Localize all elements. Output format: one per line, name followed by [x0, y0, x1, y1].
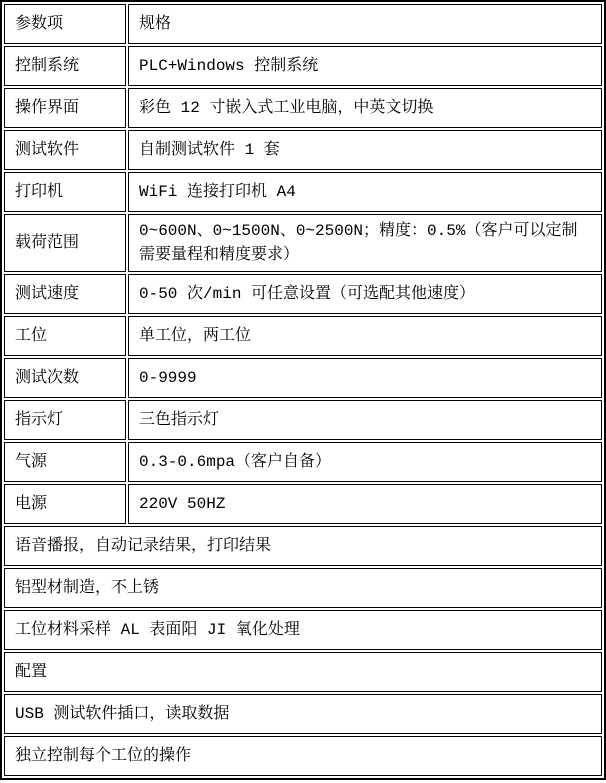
param-cell: 测试速度 — [4, 274, 126, 314]
note-row — [4, 736, 602, 776]
value-cell: 0-50 次/min 可任意设置（可选配其他速度） — [128, 274, 602, 314]
value-cell: 0.3-0.6mpa（客户自备） — [128, 442, 602, 482]
spec-row — [4, 442, 602, 482]
note-cell: 工位材料采样 AL 表面阳 JI 氧化处理 — [4, 610, 602, 650]
param-cell: 测试软件 — [4, 130, 126, 170]
value-cell: 三色指示灯 — [128, 400, 602, 440]
param-cell: 工位 — [4, 316, 126, 356]
value-cell: 自制测试软件 1 套 — [128, 130, 602, 170]
value-cell: WiFi 连接打印机 A4 — [128, 172, 602, 212]
note-cell: 语音播报，自动记录结果，打印结果 — [4, 526, 602, 566]
note-cell: 铝型材制造，不上锈 — [4, 568, 602, 608]
note-cell: USB 测试软件插口，读取数据 — [4, 694, 602, 734]
note-row — [4, 610, 602, 650]
value-cell: 0~600N、0~1500N、0~2500N；精度：0.5%（客户可以定制需要量程和精度要求） — [128, 214, 602, 272]
param-cell: 气源 — [4, 442, 126, 482]
header-param-cell: 参数项 — [4, 4, 126, 44]
note-row — [4, 652, 602, 692]
value-cell: 220V 50HZ — [128, 484, 602, 524]
spec-row — [4, 214, 602, 272]
value-cell: 0-9999 — [128, 358, 602, 398]
note-cell: 配置 — [4, 652, 602, 692]
note-row — [4, 568, 602, 608]
value-cell: 彩色 12 寸嵌入式工业电脑，中英文切换 — [128, 88, 602, 128]
note-row — [4, 526, 602, 566]
param-cell: 操作界面 — [4, 88, 126, 128]
param-cell: 打印机 — [4, 172, 126, 212]
spec-row — [4, 274, 602, 314]
spec-row — [4, 130, 602, 170]
value-cell: PLC+Windows 控制系统 — [128, 46, 602, 86]
header-row — [4, 4, 602, 44]
spec-row — [4, 172, 602, 212]
param-cell: 控制系统 — [4, 46, 126, 86]
spec-row — [4, 316, 602, 356]
spec-row — [4, 46, 602, 86]
note-row — [4, 694, 602, 734]
param-cell: 载荷范围 — [4, 214, 126, 272]
param-cell: 电源 — [4, 484, 126, 524]
param-cell: 指示灯 — [4, 400, 126, 440]
spec-row — [4, 400, 602, 440]
param-cell: 测试次数 — [4, 358, 126, 398]
note-cell: 独立控制每个工位的操作 — [4, 736, 602, 776]
value-cell: 单工位，两工位 — [128, 316, 602, 356]
spec-row — [4, 358, 602, 398]
spec-row — [4, 484, 602, 524]
header-spec-cell: 规格 — [128, 4, 602, 44]
spec-row — [4, 88, 602, 128]
